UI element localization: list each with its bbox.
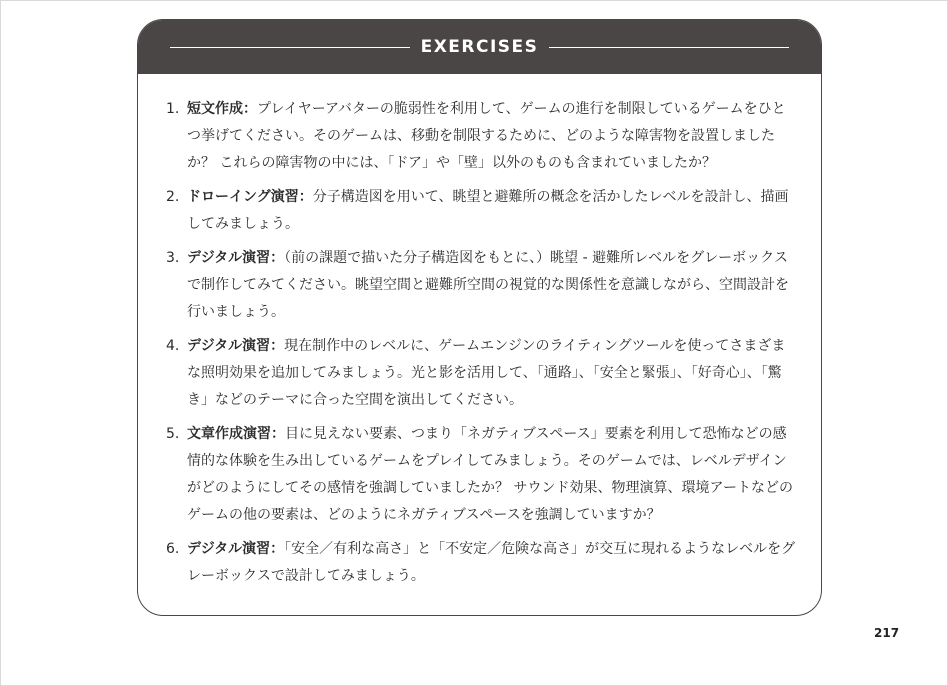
exercise-number: 6. [166,541,180,557]
exercise-number: 1. [166,101,180,117]
page-number: 217 [874,626,900,640]
exercise-number: 4. [166,338,180,354]
exercises-box [137,19,822,616]
exercise-text: 目に見えない要素、つまり「ネガティブスペース」要素を利用して恐怖などの感情的な体験を生み出しているゲームをプレイしてみましょう。そのゲームでは、レベルデザインがどのようにしてその感情を強調していましたか？ サウンド効果、物理演算、環境アートなどのゲームの他の要素は、どのようにネガティブスペースを強調していますか？ [187,426,794,523]
exercise-text: 現在制作中のレベルに、ゲームエンジンのライティングツールを使ってさまざまな照明効果を追加してみましょう。光と影を活用して、「通路」、「安全と緊張」、「好奇心」、「驚き」などのテーマに合った空間を演出してください。 [187,338,786,408]
exercise-number: 5. [166,426,180,442]
exercise-term: デジタル演習： [187,338,285,354]
exercise-item-2 [166,184,798,238]
exercise-term: デジタル演習： [187,250,285,266]
exercise-item-5 [166,421,798,529]
exercise-item-6 [166,536,798,590]
exercises-title: EXERCISES [420,37,539,57]
header-rule-left [170,47,410,48]
exercises-header [138,20,821,74]
header-rule-right [549,47,789,48]
exercise-text: プレイヤーアバターの脆弱性を利用して、ゲームの進行を制限しているゲームをひとつ挙げてください。そのゲームは、移動を制限するために、どのような障害物を設置しましたか？ これらの障害物の中には、「ドア」や「壁」以外のものも含まれていましたか？ [187,101,786,171]
exercise-text: （前の課題で描いた分子構造図をもとに、）眺望 - 避難所レベルをグレーボックスで制作してみてください。眺望空間と避難所空間の視覚的な関係性を意識しながら、空間設計を行いましょう。 [187,250,789,320]
exercise-item-3 [166,245,798,326]
exercise-term: 短文作成： [187,101,257,117]
exercise-term: 文章作成演習： [187,426,285,442]
exercise-list [166,96,798,597]
exercise-term: ドローイング演習： [187,189,313,205]
exercise-number: 2. [166,189,180,205]
exercise-text: 分子構造図を用いて、眺望と避難所の概念を活かしたレベルを設計し、描画してみましょう。 [187,189,789,232]
exercise-item-4 [166,333,798,414]
exercise-item-1 [166,96,798,177]
exercise-term: デジタル演習： [187,541,285,557]
exercise-number: 3. [166,250,180,266]
exercise-text: 「安全／有利な高さ」と「不安定／危険な高さ」が交互に現れるようなレベルをグレーボックスで設計してみましょう。 [187,541,796,584]
